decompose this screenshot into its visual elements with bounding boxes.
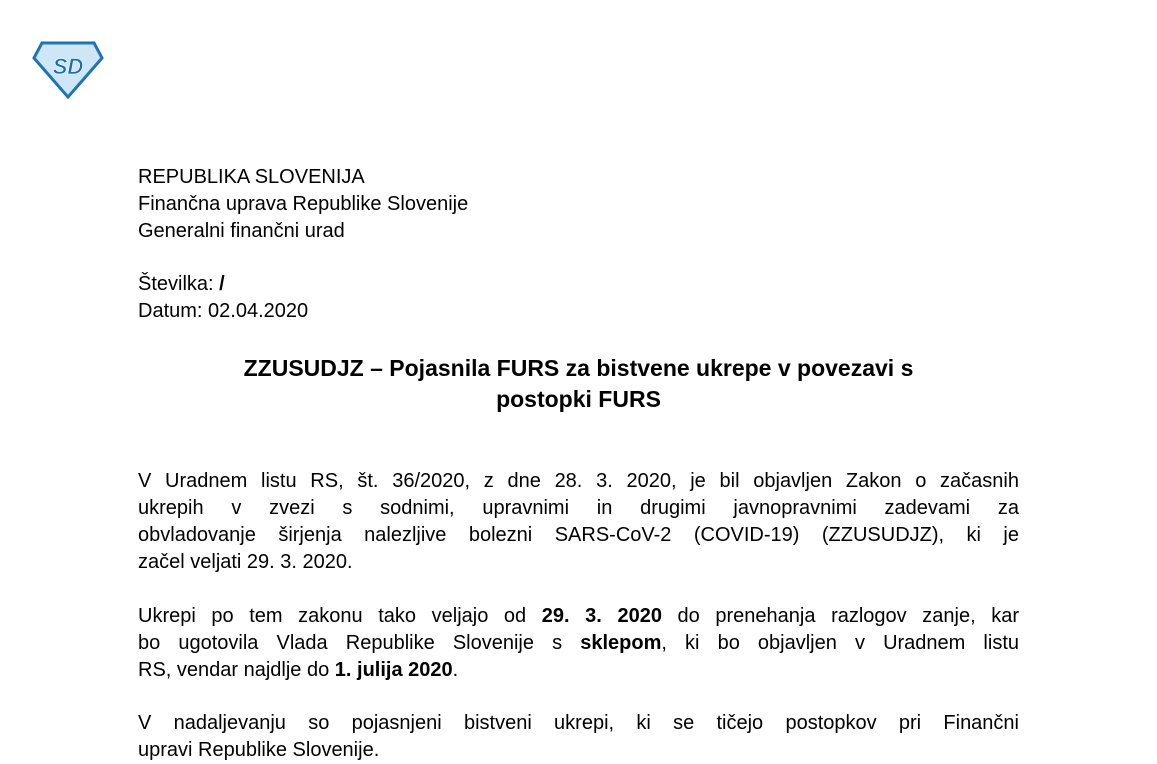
paragraph-line: V nadaljevanju so pojasnjeni bistveni ukrepi, ki se tičejo postopkov pri Finančni xyxy=(138,712,1019,734)
logo-letters: SD xyxy=(52,54,84,79)
paragraph-line xyxy=(138,603,1019,630)
paragraph-validity xyxy=(138,603,1019,684)
bold-date: 1. julija 2020 xyxy=(334,659,453,681)
date-label: Datum: xyxy=(138,300,203,322)
paragraph-line: V Uradnem listu RS, št. 36/2020, z dne 28. 3. 2020, je bil objavljen Zakon o začasnih xyxy=(138,470,1019,492)
date-value: 02.04.2020 xyxy=(208,300,309,322)
paragraph-continuation xyxy=(138,710,1019,764)
paragraph-line: začel veljati 29. 3. 2020. xyxy=(138,551,353,573)
document-meta xyxy=(138,271,308,325)
document-date xyxy=(138,298,308,325)
paragraph-line: upravi Republike Slovenije. xyxy=(138,739,380,761)
text-run: do prenehanja razlogov zanje, kar xyxy=(661,605,1020,627)
paragraph-line xyxy=(138,630,1019,657)
paragraph-line: ukrepih v zvezi s sodnimi, upravnimi in drugimi javnopravnimi zadevami za xyxy=(138,497,1019,519)
paragraph-line xyxy=(138,657,1019,684)
text-run: RS, vendar najdlje do xyxy=(138,659,335,681)
text-run: Ukrepi po tem zakonu tako veljajo od xyxy=(138,605,542,627)
number-label: Številka: xyxy=(138,273,214,295)
header-office: Generalni finančni urad xyxy=(138,220,345,242)
text-run: . xyxy=(452,659,459,681)
title-line-1: ZZUSUDJZ – Pojasnila FURS za bistvene ukrepe v povezavi s xyxy=(243,355,914,381)
bold-date: 29. 3. 2020 xyxy=(541,605,662,627)
document-number xyxy=(138,271,308,298)
diamond-logo-icon xyxy=(32,40,104,100)
text-run: , ki bo objavljen v Uradnem listu xyxy=(661,632,1020,654)
sender-header xyxy=(138,164,468,245)
title-line-2: postopki FURS xyxy=(496,386,661,412)
text-run: bo ugotovila Vlada Republike Slovenije s xyxy=(138,632,581,654)
header-agency: Finančna uprava Republike Slovenije xyxy=(138,193,469,215)
bold-term: sklepom xyxy=(580,632,662,654)
page-title xyxy=(138,353,1019,415)
header-republic: REPUBLIKA SLOVENIJA xyxy=(138,166,365,188)
paragraph-intro xyxy=(138,468,1019,576)
paragraph-line: obvladovanje širjenja nalezljive bolezni SARS-CoV-2 (COVID-19) (ZZUSUDJZ), ki je xyxy=(138,524,1019,546)
number-value: / xyxy=(219,273,225,295)
